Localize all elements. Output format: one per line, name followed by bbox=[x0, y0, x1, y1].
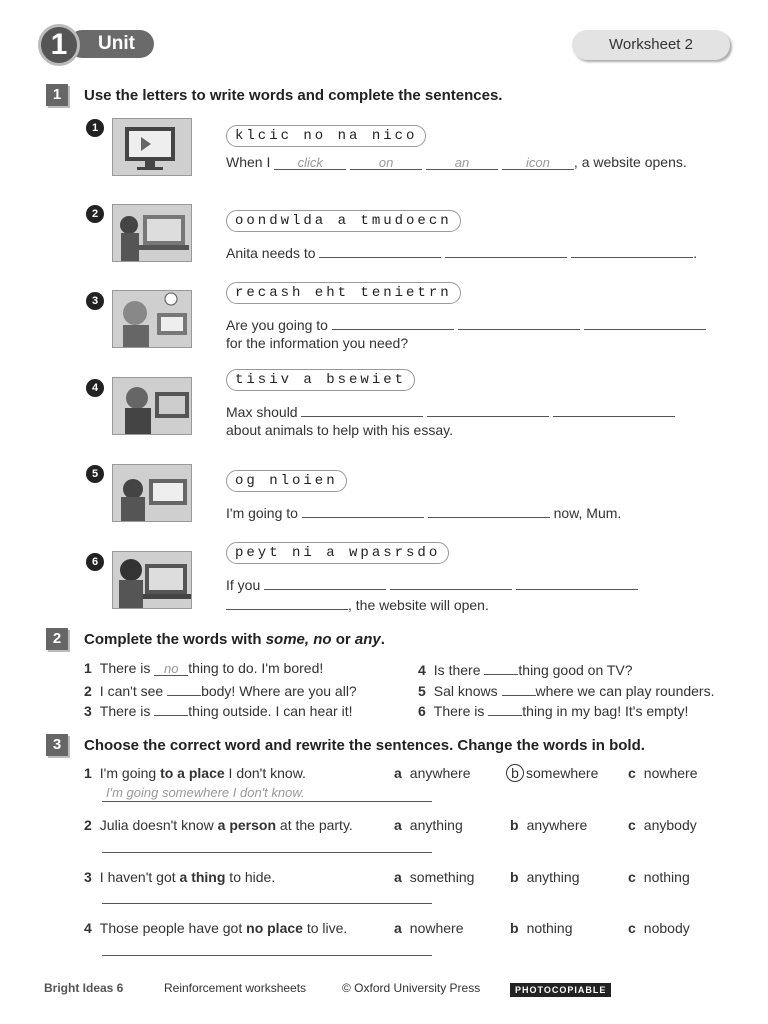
exercise-2-item: 5 Sal knows where we can play rounders. bbox=[418, 683, 715, 699]
exercise-3-sentence: 3 I haven't got a thing to hide. bbox=[84, 869, 276, 885]
sentence-line bbox=[226, 154, 687, 170]
answer-blank[interactable] bbox=[445, 243, 567, 258]
item-number: 5 bbox=[86, 465, 104, 483]
exercise-3-sentence: 2 Julia doesn't know a person at the party. bbox=[84, 817, 353, 833]
answer-blank[interactable] bbox=[427, 402, 549, 417]
answer-blank[interactable] bbox=[167, 681, 201, 696]
item-number: 3 bbox=[86, 292, 104, 310]
option-c[interactable]: c anybody bbox=[628, 817, 697, 833]
sentence-text: , the website will open. bbox=[348, 597, 489, 613]
answer-blank[interactable] bbox=[264, 575, 386, 590]
answer-line[interactable] bbox=[102, 852, 432, 853]
option-b[interactable]: b anywhere bbox=[510, 817, 588, 833]
sentence-text: I'm going to bbox=[226, 505, 298, 521]
answer-blank[interactable]: no bbox=[154, 661, 188, 676]
sentence-line bbox=[226, 402, 675, 420]
sentence-text: If you bbox=[226, 577, 261, 593]
answer-blank[interactable]: icon bbox=[502, 155, 574, 170]
answer-blank[interactable]: an bbox=[426, 155, 498, 170]
scrambled-letters: klcic no na nico bbox=[226, 125, 426, 147]
scrambled-letters: og nloien bbox=[226, 470, 347, 492]
unit-badge bbox=[38, 24, 156, 66]
exercise-1-number: 1 bbox=[46, 84, 68, 106]
sentence-text: When I bbox=[226, 154, 271, 170]
answer-blank[interactable] bbox=[390, 575, 512, 590]
footer-series: Reinforcement worksheets bbox=[164, 981, 307, 995]
sentence-line bbox=[226, 595, 489, 613]
answer-blank[interactable]: click bbox=[274, 155, 346, 170]
exercise-2-item: 3 There is thing outside. I can hear it! bbox=[84, 703, 353, 719]
exercise-2-number: 2 bbox=[46, 628, 68, 650]
answer-blank[interactable]: on bbox=[350, 155, 422, 170]
scrambled-letters: peyt ni a wpasrsdo bbox=[226, 542, 449, 564]
item-number: 6 bbox=[86, 553, 104, 571]
item-number: 4 bbox=[86, 379, 104, 397]
option-a[interactable]: a nowhere bbox=[394, 920, 464, 936]
answer-blank[interactable] bbox=[488, 701, 522, 716]
item-number: 1 bbox=[86, 119, 104, 137]
exercise-3-sentence: 4 Those people have got no place to live. bbox=[84, 920, 348, 936]
illustration-boy-computer bbox=[112, 377, 192, 435]
exercise-2-title: Complete the words with some, no or any. bbox=[84, 631, 385, 648]
worksheet-label: Worksheet 2 bbox=[572, 30, 730, 60]
illustration-girl-laptop bbox=[112, 204, 192, 262]
sentence-line bbox=[226, 503, 621, 521]
exercise-3-sentence: 1 I'm going to a place I don't know. bbox=[84, 765, 306, 781]
illustration-boy-searching bbox=[112, 290, 192, 348]
sentence-line bbox=[226, 243, 697, 261]
option-b-selected[interactable]: b somewhere bbox=[506, 764, 598, 782]
scrambled-letters: recash eht tenietrn bbox=[226, 282, 461, 304]
answer-line[interactable] bbox=[102, 903, 432, 904]
option-b[interactable]: b nothing bbox=[510, 920, 573, 936]
footer-copyright: © Oxford University Press bbox=[342, 981, 481, 995]
exercise-3-title: Choose the correct word and rewrite the sentences. Change the words in bold. bbox=[84, 737, 645, 754]
answer-blank[interactable] bbox=[458, 315, 580, 330]
scrambled-letters: tisiv a bsewiet bbox=[226, 369, 415, 391]
illustration-monitor bbox=[112, 118, 192, 176]
sentence-text: . bbox=[693, 245, 698, 261]
illustration-girl-password bbox=[112, 551, 192, 609]
answer-line bbox=[102, 801, 432, 802]
option-c[interactable]: c nobody bbox=[628, 920, 690, 936]
option-a[interactable]: a something bbox=[394, 869, 475, 885]
sentence-text: now, Mum. bbox=[553, 505, 622, 521]
item-number: 2 bbox=[86, 205, 104, 223]
unit-label: Unit bbox=[68, 30, 154, 58]
answer-blank[interactable] bbox=[484, 660, 518, 675]
answer-line[interactable] bbox=[102, 955, 432, 956]
answer-blank[interactable] bbox=[302, 503, 424, 518]
answer-blank[interactable] bbox=[301, 402, 423, 417]
answer-blank[interactable] bbox=[584, 315, 706, 330]
exercise-1-title: Use the letters to write words and complete the sentences. bbox=[84, 87, 503, 104]
photocopiable-badge: PHOTOCOPIABLE bbox=[510, 983, 611, 997]
answer-blank[interactable] bbox=[516, 575, 638, 590]
sentence-text: about animals to help with his essay. bbox=[226, 422, 453, 438]
answer-text[interactable]: I'm going somewhere I don't know. bbox=[106, 785, 305, 800]
option-a[interactable]: a anywhere bbox=[394, 765, 471, 781]
illustration-girl-online bbox=[112, 464, 192, 522]
unit-number: 1 bbox=[38, 24, 80, 66]
sentence-line bbox=[226, 315, 706, 333]
option-c[interactable]: c nothing bbox=[628, 869, 690, 885]
answer-blank[interactable] bbox=[502, 681, 536, 696]
option-b[interactable]: b anything bbox=[510, 869, 580, 885]
exercise-2-item: 6 There is thing in my bag! It's empty! bbox=[418, 703, 689, 719]
option-c[interactable]: c nowhere bbox=[628, 765, 698, 781]
sentence-text: for the information you need? bbox=[226, 335, 409, 351]
sentence-text: Are you going to bbox=[226, 317, 328, 333]
sentence-text: , a website opens. bbox=[573, 154, 687, 170]
answer-blank[interactable] bbox=[319, 243, 441, 258]
answer-blank[interactable] bbox=[428, 503, 550, 518]
answer-blank[interactable] bbox=[226, 595, 348, 610]
answer-blank[interactable] bbox=[154, 701, 188, 716]
sentence-text: Anita needs to bbox=[226, 245, 316, 261]
exercise-3-number: 3 bbox=[46, 734, 68, 756]
footer-brand: Bright Ideas 6 bbox=[44, 981, 124, 995]
sentence-line bbox=[226, 575, 638, 593]
answer-blank[interactable] bbox=[571, 243, 693, 258]
scrambled-letters: oondwlda a tmudoecn bbox=[226, 210, 461, 232]
sentence-text: Max should bbox=[226, 404, 298, 420]
exercise-2-item: 1 There is no thing to do. I'm bored! bbox=[84, 660, 324, 676]
exercise-2-item: 4 Is there thing good on TV? bbox=[418, 662, 633, 678]
answer-blank[interactable] bbox=[332, 315, 454, 330]
answer-blank[interactable] bbox=[553, 402, 675, 417]
exercise-2-item: 2 I can't see body! Where are you all? bbox=[84, 683, 357, 699]
option-a[interactable]: a anything bbox=[394, 817, 463, 833]
